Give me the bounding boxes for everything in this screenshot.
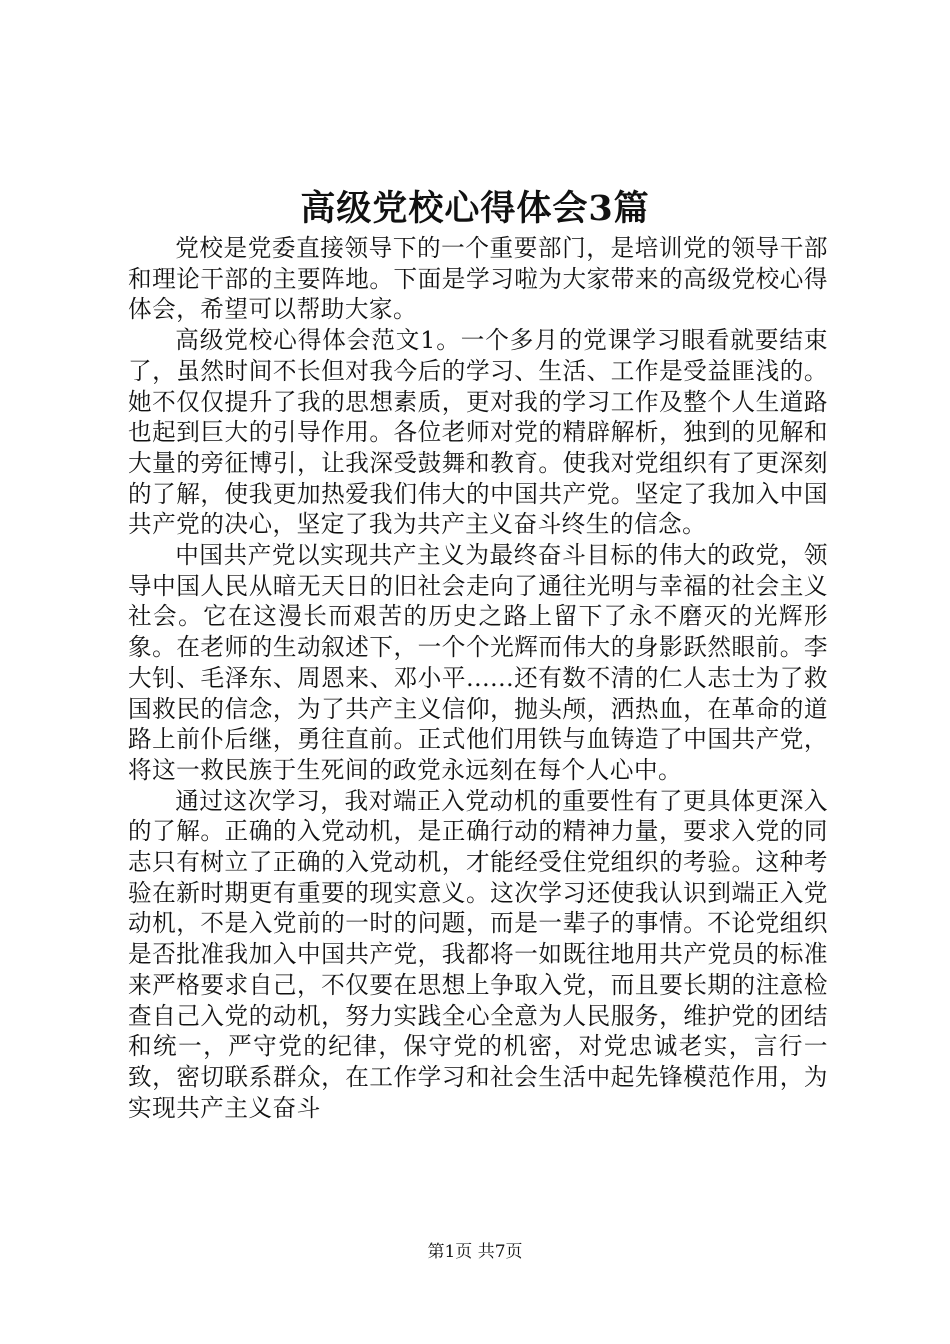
paragraph-history: 中国共产党以实现共产主义为最终奋斗目标的伟大的政党，领导中国人民从暗无天日的旧社会走向了通往光明与幸福的社会主义社会。它在这漫长而艰苦的历史之路上留下了永不磨灭的光辉形象。在老师的生动叙述下，一个个光辉而伟大的身影跃然眼前。李大钊、毛泽东、周恩来、邓小平......还有数不清的仁人志士为了救国救民的信念，为了共产主义信仰，抛头颅，洒热血，在革命的道路上前仆后继，勇往直前。正式他们用铁与血铸造了中国共产党，将这一救民族于生死间的政党永远刻在每个人心中。	[128, 541, 828, 784]
paragraph-intro: 党校是党委直接领导下的一个重要部门，是培训党的领导干部和理论干部的主要阵地。下面是学习啦为大家带来的高级党校心得体会，希望可以帮助大家。	[128, 234, 828, 324]
document-title: 高级党校心得体会3篇	[300, 188, 650, 229]
page-number-footer: 第1页 共7页	[427, 1242, 523, 1262]
paragraph-sample-1: 高级党校心得体会范文1。一个多月的党课学习眼看就要结束了，虽然时间不长但对我今后的学习、生活、工作是受益匪浅的。她不仅仅提升了我的思想素质，更对我的学习工作及整个人生道路也起到巨大的引导作用。各位老师对党的精辟解析，独到的见解和大量的旁征博引，让我深受鼓舞和教育。使我对党组织有了更深刻的了解，使我更加热爱我们伟大的中国共产党。坚定了我加入中国共产党的决心，坚定了我为共产主义奋斗终生的信念。	[128, 326, 828, 539]
document-body	[128, 233, 828, 1123]
paragraph-motivation: 通过这次学习，我对端正入党动机的重要性有了更具体更深入的了解。正确的入党动机，是正确行动的精神力量，要求入党的同志只有树立了正确的入党动机，才能经受住党组织的考验。这种考验在新时期更有重要的现实意义。这次学习还使我认识到端正入党动机，不是入党前的一时的问题，而是一辈子的事情。不论党组织是否批准我加入中国共产党，我都将一如既往地用共产党员的标准来严格要求自己，不仅要在思想上争取入党，而且要长期的注意检查自己入党的动机，努力实践全心全意为人民服务，维护党的团结和统一，严守党的纪律，保守党的机密，对党忠诚老实，言行一致，密切联系群众，在工作学习和社会生活中起先锋模范作用，为实现共产主义奋斗	[128, 786, 828, 1122]
